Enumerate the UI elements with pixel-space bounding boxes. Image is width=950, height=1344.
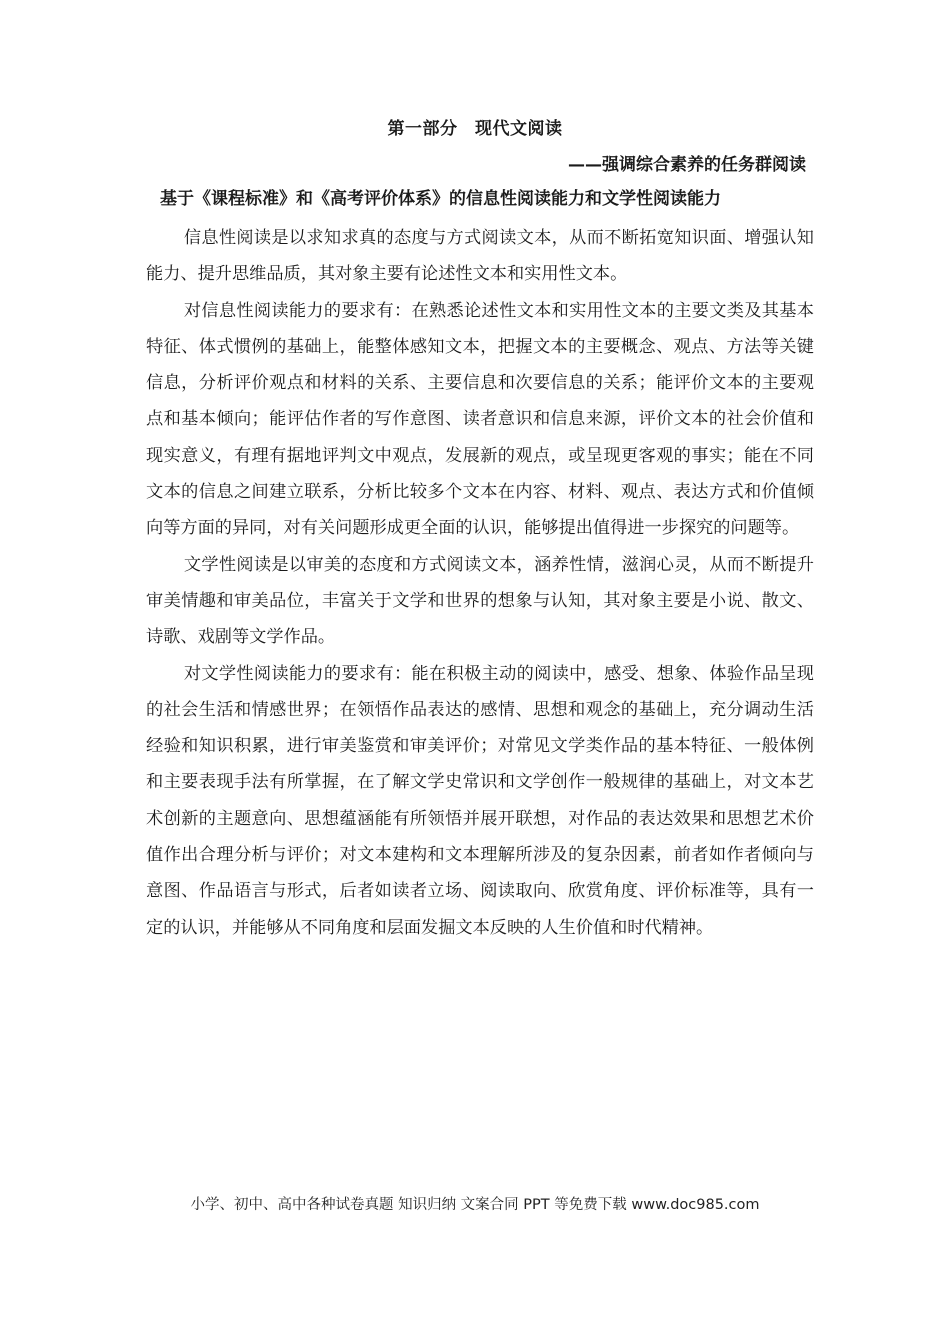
paragraph-information-reading: 信息性阅读是以求知求真的态度与方式阅读文本，从而不断拓宽知识面、增强认知能力、提升思维品质，其对象主要有论述性文本和实用性文本。 <box>146 228 814 285</box>
body-text <box>146 220 814 946</box>
page-subtitle: ——强调综合素养的任务群阅读 <box>568 155 806 175</box>
section-heading: 基于《课程标准》和《高考评价体系》的信息性阅读能力和文学性阅读能力 <box>160 189 721 209</box>
paragraph-literary-requirements: 对文学性阅读能力的要求有：能在积极主动的阅读中，感受、想象、体验作品呈现的社会生活和情感世界；在领悟作品表达的感情、思想和观念的基础上，充分调动生活经验和知识积累，进行审美鉴赏和审美评价；对常见文学类作品的基本特征、一般体例和主要表现手法有所掌握，在了解文学史常识和文学创作一般规律的基础上，对文本艺术创新的主题意向、思想蕴涵能有所领悟并展开联想，对作品的表达效果和思想艺术价值作出合理分析与评价；对文本建构和文本理解所涉及的复杂因素，前者如作者倾向与意图、作品语言与形式，后者如读者立场、阅读取向、欣赏角度、评价标准等，具有一定的认识，并能够从不同角度和层面发掘文本反映的人生价值和时代精神。 <box>146 663 814 938</box>
page-footer: 小学、初中、高中各种试卷真题 知识归纳 文案合同 PPT 等免费下载 www.doc985.com <box>190 1197 760 1213</box>
paragraph-literary-reading: 文学性阅读是以审美的态度和方式阅读文本，涵养性情，滋润心灵，从而不断提升审美情趣和审美品位，丰富关于文学和世界的想象与认知，其对象主要是小说、散文、诗歌、戏剧等文学作品。 <box>146 554 814 648</box>
page-title: 第一部分 现代文阅读 <box>387 119 563 139</box>
paragraph-information-requirements: 对信息性阅读能力的要求有：在熟悉论述性文本和实用性文本的主要文类及其基本特征、体式惯例的基础上，能整体感知文本，把握文本的主要概念、观点、方法等关键信息，分析评价观点和材料的关系、主要信息和次要信息的关系；能评价文本的主要观点和基本倾向；能评估作者的写作意图、读者意识和信息来源，评价文本的社会价值和现实意义，有理有据地评判文中观点，发展新的观点，或呈现更客观的事实；能在不同文本的信息之间建立联系，分析比较多个文本在内容、材料、观点、表达方式和价值倾向等方面的异同，对有关问题形成更全面的认识，能够提出值得进一步探究的问题等。 <box>146 300 814 539</box>
